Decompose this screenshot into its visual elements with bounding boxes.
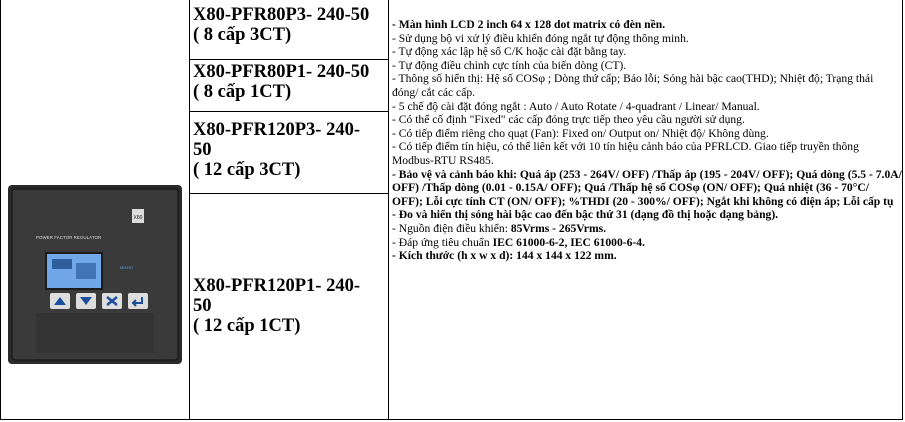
spec-size: - Kích thước (h x w x d): 144 x 144 x 122 mm. bbox=[392, 249, 617, 263]
model-1: X80-PFR80P3- 240-50 ( 8 cấp 3CT) bbox=[193, 5, 370, 45]
spec-ck: - Tự động xác lập hệ số C/K hoặc cài đặt bằng tay. bbox=[392, 45, 627, 59]
spec-power: - Nguồn điện điều khiển: 85Vrms - 265Vrms. bbox=[392, 221, 607, 235]
badge: MIKRO bbox=[120, 265, 134, 270]
brand-mark: X80 bbox=[133, 215, 143, 221]
spec-cpu: - Sử dụng bộ vi xử lý điều khiển đóng ngắt tự động thông minh. bbox=[392, 31, 689, 45]
spec-display: - Thông số hiển thị: Hệ số COSφ ; Dòng thứ cấp; Báo lỗi; Sóng hài bậc cao(THD); Nhiệt độ; Trạng thái đóng/ cắt các cấp. bbox=[392, 72, 874, 99]
spec-harmonics: - Đo và hiển thị sóng hài bậc cao đến bậc thứ 31 (dạng đồ thị hoặc dạng bảng). bbox=[392, 208, 779, 222]
panel-label: POWER FACTOR REGULATOR bbox=[36, 235, 102, 240]
spec-modes: - 5 chế độ cài đặt đóng ngắt : Auto / Auto Rotate / 4-quadrant / Linear/ Manual. bbox=[392, 99, 760, 113]
spec-fixed: - Có thể cố định "Fixed" các cấp đóng trực tiếp theo yêu cầu người sử dụng. bbox=[392, 113, 745, 127]
regulator-device-image bbox=[6, 183, 184, 366]
spec-signal: - Có tiếp điểm tín hiệu, có thể liên kết với 10 tín hiệu cảnh báo của PFRLCD. Giao tiếp truyền thông Modbus-RTU RS485. bbox=[392, 140, 859, 167]
model-4: X80-PFR120P1- 240- 50 ( 12 cấp 1CT) bbox=[193, 276, 360, 336]
spec-ct: - Tự động điều chỉnh cực tính của biến dòng (CT). bbox=[392, 58, 627, 72]
spec-protection: - Bảo vệ và cảnh báo khi: Quá áp (253 - 264V/ OFF) /Thấp áp (195 - 204V/ OFF); Quá dòng (5.5 - 7.0A/ OFF) /Thấp dòng (0.01 - 0.15A/ OFF); Quá /Thấp hệ số COSφ (ON/ OFF); Quá nhiệt (36 - 70°C/ OFF); Lỗi cực tính CT (ON/ OFF); %THDI (20 - 300%/ OFF); Ngắt khi không có điện áp; Lỗi cấp tụ bbox=[392, 167, 902, 208]
model-3: X80-PFR120P3- 240- 50 ( 12 cấp 3CT) bbox=[193, 120, 360, 180]
spec-lcd: - Màn hình LCD 2 inch 64 x 128 dot matrix có đèn nền. bbox=[392, 18, 666, 31]
spec-standard: - Đáp ứng tiêu chuẩn IEC 61000-6-2, IEC 61000-6-4. bbox=[392, 235, 645, 249]
model-2: X80-PFR80P1- 240-50 ( 8 cấp 1CT) bbox=[193, 62, 370, 102]
spec-list bbox=[392, 18, 902, 263]
spec-fan: - Có tiếp điểm riêng cho quạt (Fan): Fixed on/ Output on/ Nhiệt độ/ Không dùng. bbox=[392, 126, 769, 140]
